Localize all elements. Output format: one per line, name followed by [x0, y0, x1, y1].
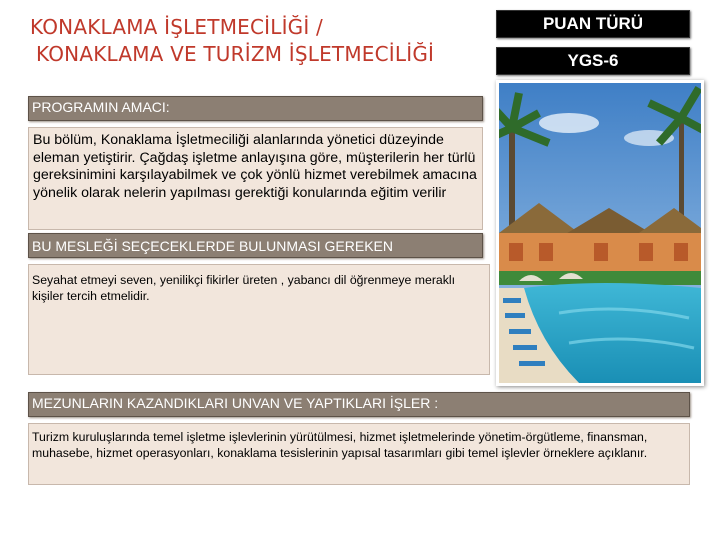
resort-pool-illustration [499, 83, 701, 383]
program-aim-text: Bu bölüm, Konaklama İşletmeciliği alanlarında yönetici düzeyinde eleman yetiştirir. Çağdaş işletme anlayışına göre, müşterilerin her türlü gereksinimini karşılayabilmek ve çok yönlü hizmet verebilmek amacına yönelik olarak nelerin yapılması gerektiği konularında eğitim verilir [28, 127, 483, 230]
graduates-heading: MEZUNLARIN KAZANDIKLARI UNVAN VE YAPTIKLARI İŞLER : [28, 392, 690, 417]
puan-turu-badge: PUAN TÜRÜ [496, 10, 690, 38]
resort-pool-photo [496, 80, 704, 386]
page-title [30, 14, 480, 68]
page-title-line-2: KONAKLAMA VE TURİZM İŞLETMECİLİĞİ [36, 42, 435, 66]
program-aim-heading: PROGRAMIN AMACI: [28, 96, 483, 121]
page-title-line-1: KONAKLAMA İŞLETMECİLİĞİ / [30, 15, 323, 39]
required-qualities-text: Seyahat etmeyi seven, yenilikçi fikirler üreten , yabancı dil öğrenmeye meraklı kişiler tercih etmelidir. [28, 264, 490, 375]
required-qualities-heading: BU MESLEĞİ SEÇECEKLERDE BULUNMASI GEREKEN [28, 233, 483, 258]
graduates-text: Turizm kuruluşlarında temel işletme işlevlerinin yürütülmesi, hizmet işletmelerinde yönetim-örgütleme, finansman, muhasebe, hizmet operasyonları, konaklama tesislerinin yapısal tasarımları gibi temel işlevler örneklere açıklanır. [28, 423, 690, 485]
score-type-badge: YGS-6 [496, 47, 690, 75]
